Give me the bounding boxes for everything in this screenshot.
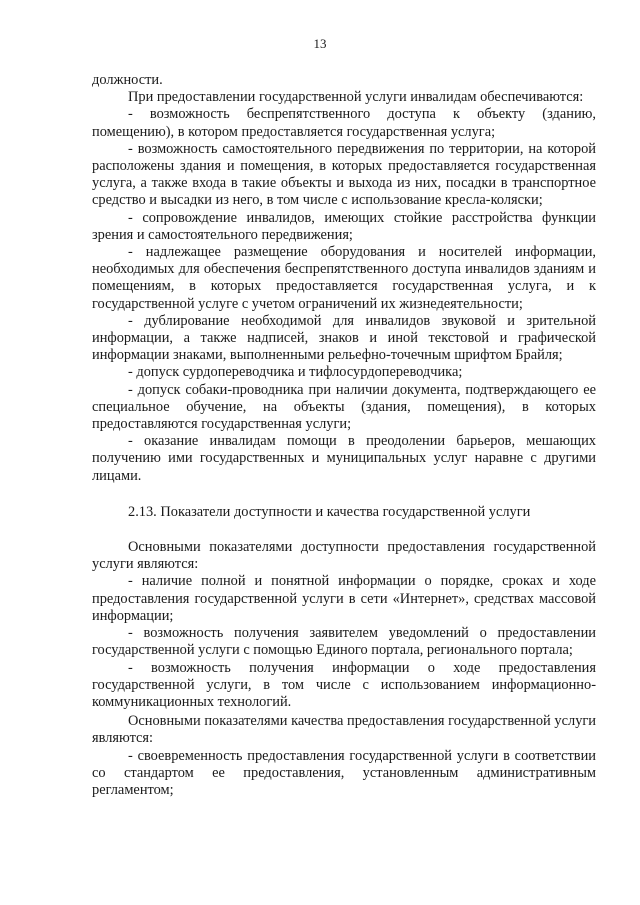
list-item-unobstructed-access: - возможность беспрепятственного доступа к объекту (зданию, помещению), в котором предоставляется государственная услуга; <box>92 106 596 140</box>
paragraph-quality-indicators: Основными показателями качества предоставления государственной услуги являются: <box>92 713 596 747</box>
list-item-independent-movement: - возможность самостоятельного передвижения по территории, на которой расположены здания и помещения, в которых предоставляется государственная услуга, а также входа в такие объекты и выхода из них, посадки в транспортное средство и высадки из него, в том числе с использование кресла-коляски; <box>92 140 596 209</box>
list-item-equipment-placement: - надлежащее размещение оборудования и носителей информации, необходимых для обеспечения беспрепятственного доступа инвалидов зданиям и помещениям, в которых предоставляется государственная услуга, и к государственной услуге с учетом ограничений их жизнедеятельности; <box>92 244 596 312</box>
list-item-guide-dog: - допуск собаки-проводника при наличии документа, подтверждающего ее специальное обучение, на объекты (здания, помещения), в которых предоставляются государственная услуги; <box>92 381 596 433</box>
section-heading: 2.13. Показатели доступности и качества государственной услуги <box>128 503 531 520</box>
list-item-progress-information: - возможность получения информации о ходе предоставления государственной услуги, в том числе с использованием информационно-коммуникационных технологий. <box>92 659 596 710</box>
list-item-barrier-assistance: - оказание инвалидам помощи в преодолении барьеров, мешающих получению ими государственных и муниципальных услуг наравне с другими лицами. <box>92 433 596 484</box>
list-item-information-duplication: - дублирование необходимой для инвалидов звуковой и зрительной информации, а также надписей, знаков и иной текстовой и графической информации знаками, выполненными рельефно-точечным шрифтом Брайля; <box>92 312 596 364</box>
paragraph-intro-disabled-services: При предоставлении государственной услуги инвалидам обеспечиваются: <box>128 89 584 106</box>
list-item-complete-information: - наличие полной и понятной информации о порядке, сроках и ходе предоставления государственной услуги в сети «Интернет», средствах массовой информации; <box>92 573 596 624</box>
paragraph-continuation: должности. <box>92 72 163 88</box>
page-number: 13 <box>313 36 327 51</box>
list-item-notifications: - возможность получения заявителем уведомлений о предоставлении государственной услуги с помощью Единого портала, регионального портала; <box>92 625 596 659</box>
list-item-timeliness: - своевременность предоставления государственной услуги в соответствии со стандартом ее предоставления, установленным административным регламентом; <box>92 747 596 798</box>
list-item-escort: - сопровождение инвалидов, имеющих стойкие расстройства функции зрения и самостоятельного передвижения; <box>92 209 596 243</box>
document-body <box>92 72 596 799</box>
paragraph-accessibility-indicators: Основными показателями доступности предоставления государственной услуги являются: <box>92 539 596 573</box>
list-item-sign-interpreter: - допуск сурдопереводчика и тифлосурдопереводчика; <box>128 364 463 381</box>
